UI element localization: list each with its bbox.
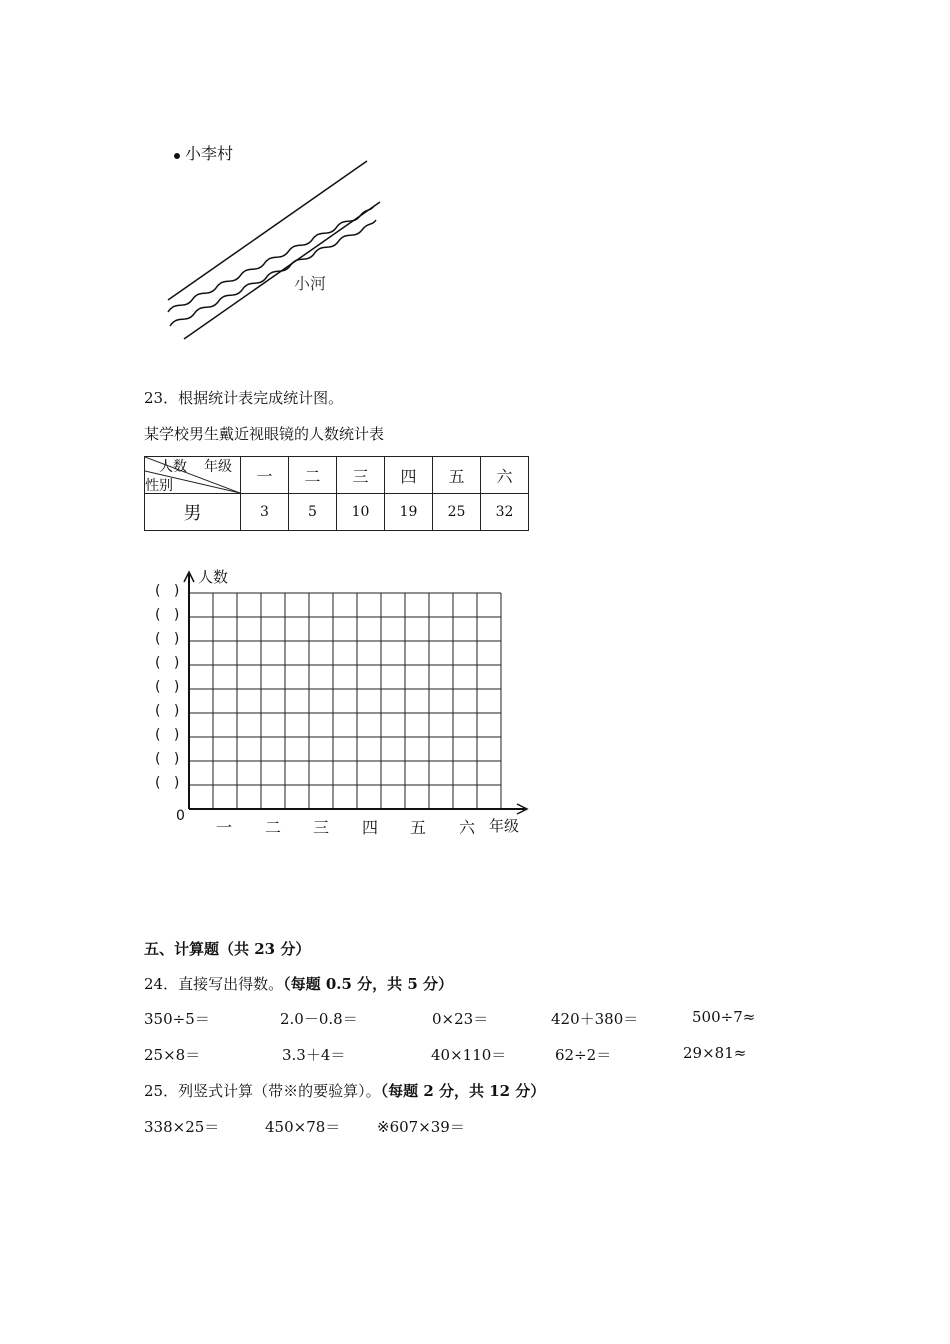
village-label: 小李村: [185, 144, 234, 163]
grade-header: 五: [433, 457, 481, 494]
x-grade-label: 二: [265, 818, 282, 837]
corner-label-people: 人数: [159, 459, 187, 475]
y-tick-placeholder[interactable]: ( ): [155, 655, 180, 671]
calc-item: 40×110＝: [431, 1046, 507, 1064]
value-cell: 3: [241, 494, 289, 531]
x-grade-label: 六: [459, 818, 476, 837]
stat-table-title: 某学校男生戴近视眼镜的人数统计表: [144, 425, 385, 443]
x-axis-label: 年级: [489, 817, 520, 835]
y-tick-placeholder[interactable]: ( ): [155, 679, 180, 695]
y-tick-placeholder[interactable]: ( ): [155, 631, 180, 647]
calc-item: ※607×39＝: [377, 1118, 465, 1136]
q25-heading: [144, 1080, 545, 1101]
q24-title: 24．直接写出得数。: [144, 975, 284, 993]
chart-grid-svg: [140, 560, 540, 850]
corner-label-grade: 年级: [204, 459, 232, 475]
river-label: 小河: [294, 274, 327, 293]
calc-item: 350÷5＝: [144, 1010, 210, 1028]
q24-heading: [144, 973, 453, 994]
calc-item: 62÷2＝: [555, 1046, 612, 1064]
calc-item: 29×81≈: [683, 1044, 747, 1062]
row-label-male: 男: [145, 494, 241, 531]
calc-item: 2.0－0.8＝: [280, 1010, 358, 1028]
y-tick-placeholder[interactable]: ( ): [155, 727, 180, 743]
y-axis-label: 人数: [198, 568, 229, 586]
river-wave-2: [170, 220, 376, 326]
x-grade-label: 三: [313, 818, 330, 837]
y-tick-placeholder[interactable]: ( ): [155, 751, 180, 767]
river-wave-1: [168, 206, 374, 312]
calc-item: 3.3＋4＝: [282, 1046, 346, 1064]
calc-item: 420＋380＝: [551, 1010, 639, 1028]
calc-item: 338×25＝: [144, 1118, 220, 1136]
stat-table: [144, 456, 529, 531]
q24-note: （每题 0.5 分，共 5 分）: [283, 975, 454, 993]
y-tick-placeholder[interactable]: ( ): [155, 775, 180, 791]
value-cell: 32: [481, 494, 529, 531]
chart-grid: [189, 593, 501, 809]
value-cell: 5: [289, 494, 337, 531]
stat-table-data-row: [145, 494, 529, 531]
x-grade-label: 一: [216, 818, 233, 837]
value-cell: 19: [385, 494, 433, 531]
y-tick-placeholder[interactable]: ( ): [155, 583, 180, 599]
stat-table-header-row: [145, 457, 529, 494]
grade-header: 四: [385, 457, 433, 494]
x-grade-label: 五: [410, 818, 427, 837]
village-dot: [174, 153, 180, 159]
calc-item: 25×8＝: [144, 1046, 201, 1064]
q23-title: 23．根据统计表完成统计图。: [144, 389, 344, 407]
river-bank-upper: [168, 161, 367, 300]
corner-label-gender: 性别: [145, 478, 173, 494]
river-drawing: [160, 140, 400, 350]
section5-title: 五、计算题（共 23 分）: [144, 940, 311, 958]
grade-header: 六: [481, 457, 529, 494]
value-cell: 10: [337, 494, 385, 531]
stat-table-corner: [145, 457, 241, 494]
grade-header: 一: [241, 457, 289, 494]
calc-item: 500÷7≈: [692, 1008, 756, 1026]
grade-header: 二: [289, 457, 337, 494]
q25-note: （每题 2 分，共 12 分）: [380, 1082, 546, 1100]
calc-item: 0×23＝: [432, 1010, 489, 1028]
x-grade-label: 四: [362, 818, 379, 837]
calc-item: 450×78＝: [265, 1118, 341, 1136]
y-tick-placeholder[interactable]: ( ): [155, 703, 180, 719]
origin-label: 0: [176, 808, 185, 824]
grade-header: 三: [337, 457, 385, 494]
y-tick-placeholder[interactable]: ( ): [155, 607, 180, 623]
q25-title: 25．列竖式计算（带※的要验算）。: [144, 1082, 381, 1100]
value-cell: 25: [433, 494, 481, 531]
